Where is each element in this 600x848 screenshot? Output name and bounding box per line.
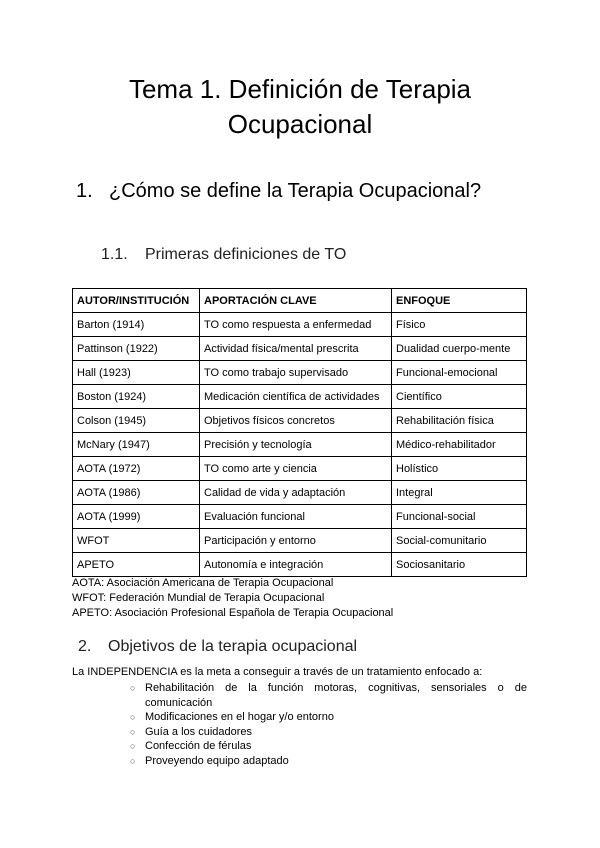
table-row	[73, 553, 527, 577]
table-row	[73, 457, 527, 481]
table-row	[73, 529, 527, 553]
table-cell: Hall (1923)	[73, 361, 200, 385]
table-cell: Precisión y tecnología	[200, 433, 392, 457]
heading-text: Objetivos de la terapia ocupacional	[108, 638, 358, 655]
definitions-table	[72, 288, 527, 577]
table-cell: Científico	[392, 385, 527, 409]
table-row	[73, 313, 527, 337]
table-cell: Medicación científica de actividades	[200, 385, 392, 409]
table-header-row	[73, 289, 527, 313]
table-cell: Físico	[392, 313, 527, 337]
note: AOTA: Asociación Americana de Terapia Ocupacional	[72, 577, 334, 589]
column-header: AUTOR/INSTITUCIÓN	[73, 289, 200, 313]
table-cell: AOTA (1986)	[73, 481, 200, 505]
title-line: Tema 1. Definición de Terapia	[128, 74, 472, 104]
table-cell: Autonomía e integración	[200, 553, 392, 577]
table-cell: TO como arte y ciencia	[200, 457, 392, 481]
heading-text: ¿Cómo se define la Terapia Ocupacional?	[109, 180, 482, 202]
table-cell: Boston (1924)	[73, 385, 200, 409]
table-cell: WFOT	[73, 529, 200, 553]
table-cell: Médico-rehabilitador	[392, 433, 527, 457]
bullet-circle-icon: ○	[130, 683, 136, 693]
table-cell: Holístico	[392, 457, 527, 481]
table-cell: Participación y entorno	[200, 529, 392, 553]
table-cell: Actividad física/mental prescrita	[200, 337, 392, 361]
list-item	[130, 739, 527, 754]
list-item-text: Guía a los cuidadores	[145, 725, 253, 738]
note: WFOT: Federación Mundial de Terapia Ocupacional	[72, 592, 325, 604]
table-cell: Dualidad cuerpo-mente	[392, 337, 527, 361]
table-cell: Calidad de vida y adaptación	[200, 481, 392, 505]
list-item	[130, 710, 527, 725]
table-row	[73, 385, 527, 409]
heading-1-1	[101, 246, 346, 264]
note: APETO: Asociación Profesional Española de Terapia Ocupacional	[72, 607, 394, 619]
list-item	[130, 754, 527, 769]
table-cell: Social-comunitario	[392, 529, 527, 553]
document-title	[0, 72, 600, 142]
table-cell: AOTA (1972)	[73, 457, 200, 481]
table-cell: Sociosanitario	[392, 553, 527, 577]
list-item-text: Proveyendo equipo adaptado	[145, 754, 289, 767]
table-row	[73, 505, 527, 529]
list-item-text: Modificaciones en el hogar y/o entorno	[145, 711, 334, 723]
heading-number: 1.	[76, 180, 93, 202]
title-line: Ocupacional	[227, 109, 373, 139]
table-cell: McNary (1947)	[73, 433, 200, 457]
table-cell: APETO	[73, 553, 200, 577]
table-notes	[72, 576, 393, 621]
table-row	[73, 409, 527, 433]
list-item-text: Rehabilitación de la función motoras, cognitivas, sensoriales o de comunicación	[145, 682, 527, 709]
column-header: APORTACIÓN CLAVE	[200, 289, 392, 313]
list-item-text: Confección de férulas	[145, 740, 252, 752]
table-row	[73, 433, 527, 457]
heading-2	[78, 638, 357, 656]
heading-number: 1.1.	[101, 246, 128, 263]
table-cell: Evaluación funcional	[200, 505, 392, 529]
heading-1	[76, 180, 481, 203]
table-cell: Integral	[392, 481, 527, 505]
table-cell: Rehabilitación física	[392, 409, 527, 433]
table-cell: AOTA (1999)	[73, 505, 200, 529]
bullet-circle-icon: ○	[130, 726, 136, 737]
list-item	[130, 681, 527, 710]
bullet-circle-icon: ○	[130, 755, 136, 766]
list-item	[130, 725, 527, 740]
table-row	[73, 337, 527, 361]
bullet-circle-icon: ○	[130, 741, 136, 751]
bullet-circle-icon: ○	[130, 712, 136, 722]
table-cell: Colson (1945)	[73, 409, 200, 433]
table-cell: Barton (1914)	[73, 313, 200, 337]
paragraph: La INDEPENDENCIA es la meta a conseguir a través de un tratamiento enfocado a:	[72, 666, 483, 678]
table-row	[73, 361, 527, 385]
table-row	[73, 481, 527, 505]
column-header: ENFOQUE	[392, 289, 527, 313]
objectives-list	[130, 681, 527, 768]
table-cell: TO como trabajo supervisado	[200, 361, 392, 385]
heading-text: Primeras definiciones de TO	[145, 246, 347, 263]
table-cell: Funcional-social	[392, 505, 527, 529]
table-cell: Objetivos físicos concretos	[200, 409, 392, 433]
table-cell: Funcional-emocional	[392, 361, 527, 385]
table-cell: Pattinson (1922)	[73, 337, 200, 361]
heading-number: 2.	[78, 638, 92, 655]
table-cell: TO como respuesta a enfermedad	[200, 313, 392, 337]
